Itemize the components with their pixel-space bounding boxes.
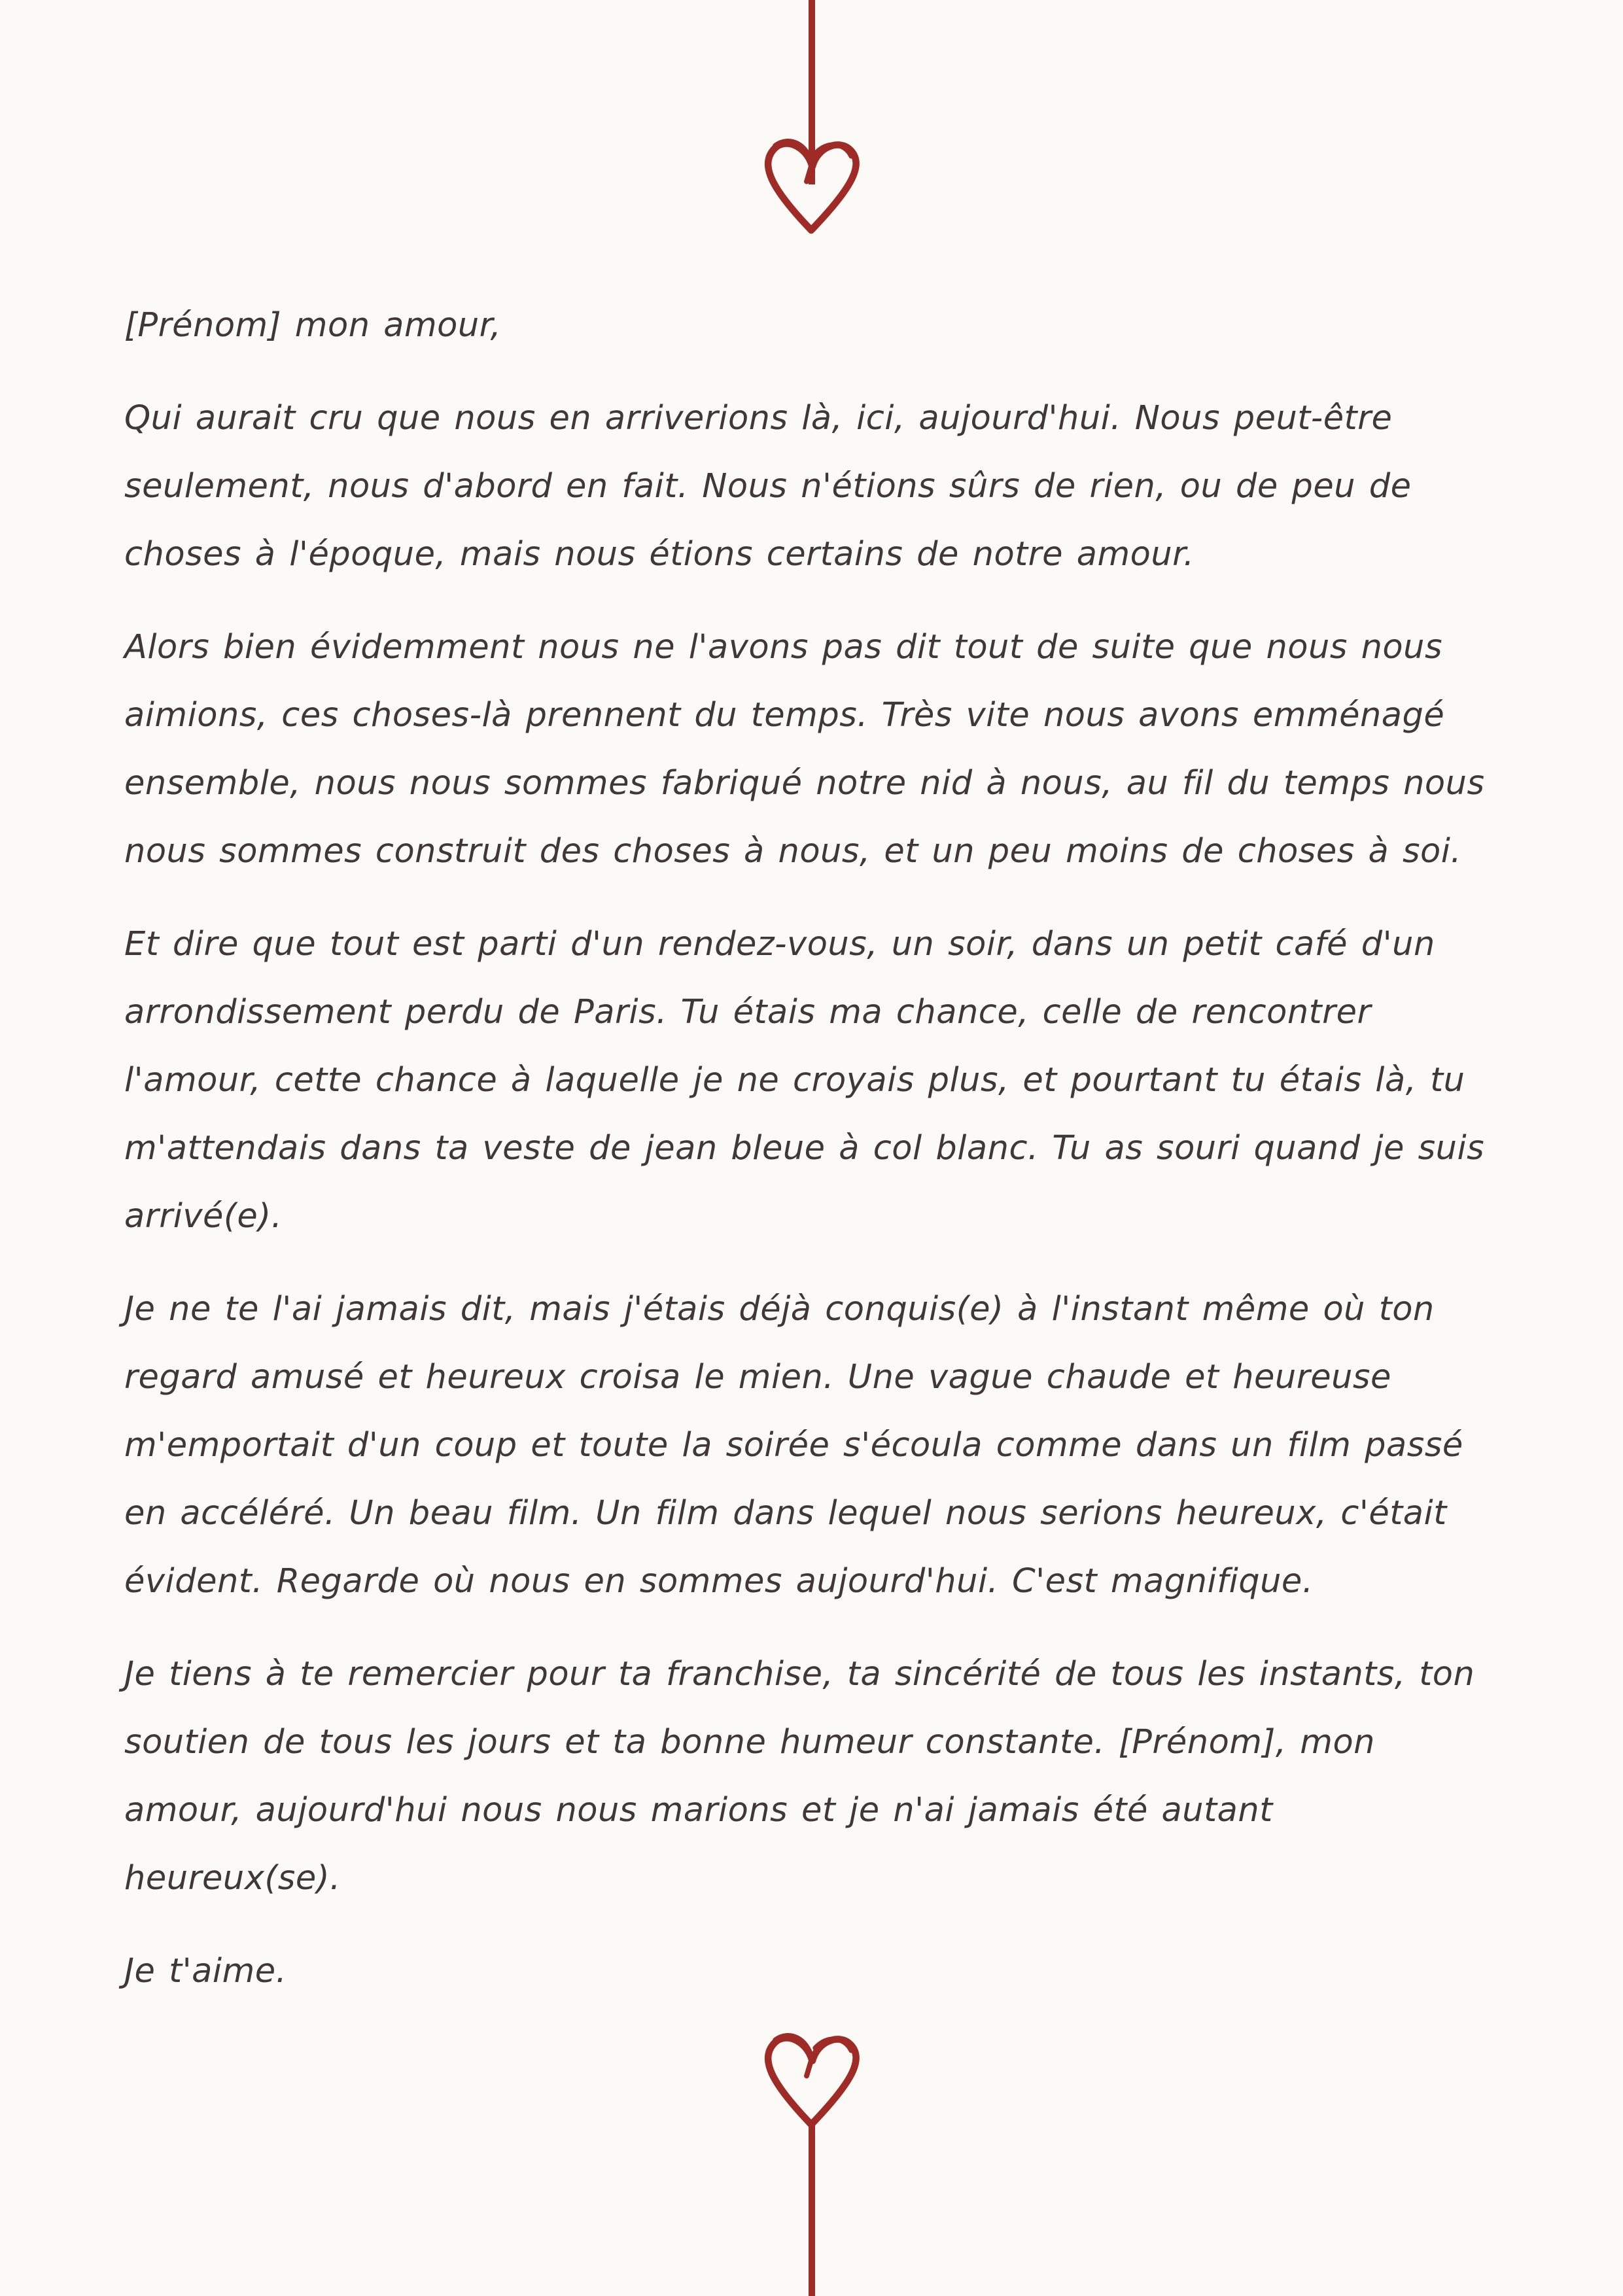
letter-body [124, 292, 1501, 2030]
letter-paragraph: Et dire que tout est parti d'un rendez-vous, un soir, dans un petit café d'un arrondissement perdu de Paris. Tu étais ma chance, celle de rencontrer l'amour, cette chance à laquelle je ne croyais plus, et pourtant tu étais là, tu m'attendais dans ta veste de jean bleue à col blanc. Tu as souri quand je suis arrivé(e). [124, 925, 1485, 1236]
letter-closing: Je t'aime. [124, 1952, 287, 1991]
letter-paragraph: Je tiens à te remercier pour ta franchise, ta sincérité de tous les instants, ton soutien de tous les jours et ta bonne humeur constante. [Prénom], mon amour, aujourd'hui nous nous marions et je n'ai jamais été autant heureux(se). [124, 1655, 1475, 1898]
letter-paragraph: Alors bien évidemment nous ne l'avons pas dit tout de suite que nous nous aimions, ces choses-là prennent du temps. Très vite nous avons emménagé ensemble, nous nous sommes fabriqué notre nid à nous, au fil du temps nous nous sommes construit des choses à nous, et un peu moins de choses à soi. [124, 628, 1485, 871]
bottom-red-line [809, 2125, 815, 2296]
salutation: [Prénom] mon amour, [124, 306, 502, 345]
heart-doodle-icon [754, 128, 870, 250]
letter-paragraph: Je ne te l'ai jamais dit, mais j'étais déjà conquis(e) à l'instant même où ton regard amusé et heureux croisa le mien. Une vague chaude et heureuse m'emportait d'un coup et toute la soirée s'écoula comme dans un film passé en accéléré. Un beau film. Un film dans lequel nous serions heureux, c'était évident. Regarde où nous en sommes aujourd'hui. C'est magnifique. [124, 1290, 1463, 1601]
letter-paragraph: Qui aurait cru que nous en arriverions là, ici, aujourd'hui. Nous peut-être seulement, nous d'abord en fait. Nous n'étions sûrs de rien, ou de peu de choses à l'époque, mais nous étions certains de notre amour. [124, 399, 1412, 574]
